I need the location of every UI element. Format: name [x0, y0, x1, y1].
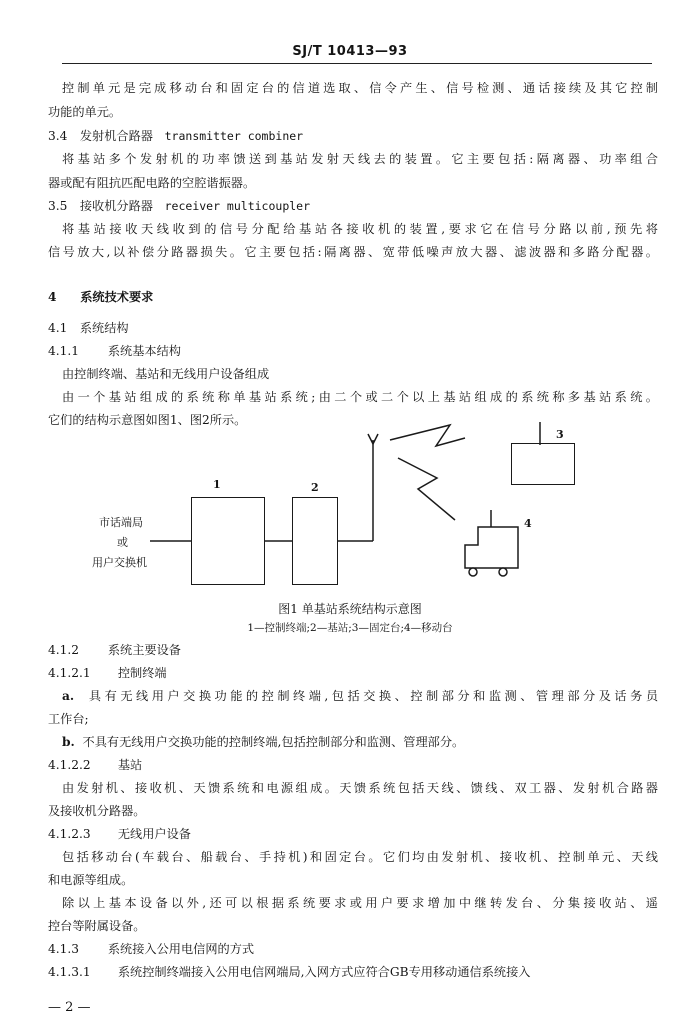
page-number: — 2 — — [48, 1000, 91, 1015]
term-en: receiver multicoupler — [164, 199, 311, 213]
paragraph-line: 包括移动台(车载台、船载台、手持机)和固定台。它们均由发射机、接收机、控制单元、天线 — [62, 850, 658, 864]
subsection-heading — [48, 642, 658, 658]
list-label: a. — [62, 689, 75, 703]
term-number: 3.5 — [48, 199, 68, 213]
box-fixed-station — [511, 443, 575, 485]
paragraph-line: 及接收机分路器。 — [48, 804, 146, 818]
paragraph-line: 由一个基站组成的系统称单基站系统;由二个或二个以上基站组成的系统称多基站系统。 — [62, 390, 658, 404]
paragraph-line: 控制单元是完成移动台和固定台的信道选取、信令产生、信号检测、通话接续及其它控制 — [62, 81, 658, 95]
subsection-heading — [48, 826, 658, 842]
section-title: 基站 — [117, 758, 143, 772]
section-number: 4.1.2.3 — [48, 827, 91, 841]
paragraph-line: 除以上基本设备以外,还可以根据系统要求或用户要求增加中继转发台、分集接收站、遥 — [62, 896, 658, 910]
section-title: 系统技术要求 — [80, 290, 154, 304]
term-cn: 接收机分路器 — [79, 199, 153, 213]
box-base-station — [292, 497, 338, 585]
paragraph-line: 将基站接收天线收到的信号分配给基站各接收机的装置,要求它在信号分路以前,预先将 — [62, 222, 658, 236]
list-text: 不具有无线用户交换功能的控制终端,包括控制部分和监测、管理部分。 — [82, 735, 465, 749]
radio-link-mobile — [398, 458, 455, 520]
vehicle-body — [465, 527, 518, 568]
term-cn: 发射机合路器 — [79, 129, 153, 143]
term-en: transmitter combiner — [164, 129, 304, 143]
paragraph-line: 将基站多个发射机的功率馈送到基站发射天线去的装置。它主要包括:隔离器、功率组合 — [62, 152, 658, 166]
section-text: 系统控制终端接入公用电信网端局,入网方式应符合GB专用移动通信系统接入 — [117, 965, 531, 979]
exchange-label: 用户交换机 — [92, 556, 147, 569]
paragraph-line: 控台等附属设备。 — [48, 919, 146, 933]
antenna-icon — [368, 434, 378, 444]
box-label-4: 4 — [524, 517, 532, 530]
vehicle-wheel — [469, 568, 477, 576]
section-title: 控制终端 — [117, 666, 167, 680]
subsection-heading — [48, 665, 658, 681]
section-number: 4.1 — [48, 321, 68, 335]
subsection-heading — [48, 941, 658, 957]
box-control-terminal — [191, 497, 265, 585]
paragraph-line: 器或配有阻抗匹配电路的空腔谐振器。 — [48, 176, 256, 190]
subsection-heading — [48, 757, 658, 773]
vehicle-wheel — [499, 568, 507, 576]
list-item-a — [62, 688, 658, 704]
section-number: 4.1.3 — [48, 942, 80, 956]
section-title: 系统结构 — [79, 321, 129, 335]
section-number: 4.1.3.1 — [48, 965, 91, 979]
section-title: 无线用户设备 — [117, 827, 191, 841]
section-title: 系统接入公用电信网的方式 — [107, 942, 255, 956]
figure-caption: 图1 单基站系统结构示意图 — [278, 602, 422, 616]
section-title: 系统主要设备 — [107, 643, 181, 657]
box-label-1: 1 — [213, 478, 221, 491]
paragraph-line: 功能的单元。 — [48, 105, 122, 119]
paragraph-line: 它们的结构示意图如图1、图2所示。 — [48, 413, 247, 427]
section-number: 4 — [48, 290, 57, 304]
section-number: 4.1.1 — [48, 344, 80, 358]
exchange-label: 或 — [117, 536, 128, 549]
figure-legend: 1—控制终端;2—基站;3—固定台;4—移动台 — [247, 622, 453, 634]
subsection-heading — [48, 964, 658, 980]
section-number: 4.1.2 — [48, 643, 80, 657]
list-item-b — [62, 734, 672, 750]
section-number: 4.1.2.1 — [48, 666, 91, 680]
list-text: 具有无线用户交换功能的控制终端,包括交换、控制部分和监测、管理部分及话务员 — [88, 689, 659, 703]
exchange-label: 市话端局 — [99, 516, 143, 529]
list-label: b. — [62, 735, 75, 749]
page-header: SJ/T 10413—93 — [292, 44, 408, 59]
paragraph-line: 工作台; — [48, 712, 89, 726]
paragraph-line: 和电源等组成。 — [48, 873, 134, 887]
paragraph-line: 信号放大,以补偿分路器损失。它主要包括:隔离器、宽带低噪声放大器、滤波器和多路分配器。 — [48, 245, 658, 259]
box-label-3: 3 — [556, 428, 564, 441]
section-title: 系统基本结构 — [107, 344, 181, 358]
section-number: 4.1.2.2 — [48, 758, 91, 772]
paragraph-line: 由发射机、接收机、天馈系统和电源组成。天馈系统包括天线、馈线、双工器、发射机合路器 — [62, 781, 658, 795]
term-number: 3.4 — [48, 129, 68, 143]
box-label-2: 2 — [311, 481, 319, 494]
paragraph-line: 由控制终端、基站和无线用户设备组成 — [62, 367, 270, 381]
radio-link-fixed — [390, 425, 465, 446]
